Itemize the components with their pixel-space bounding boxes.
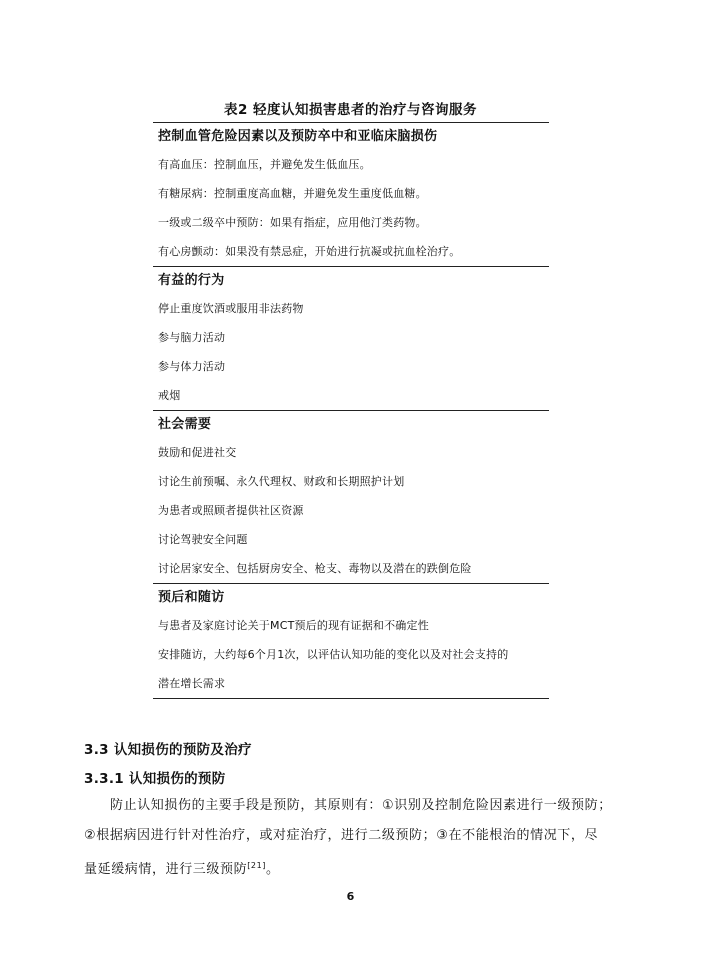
- section-heading: 3.3 认知损伤的预防及治疗: [84, 742, 252, 758]
- table-row: 停止重度饮酒或服用非法药物: [158, 302, 304, 315]
- citation-marker: [21]: [247, 861, 267, 870]
- paragraph-text: 量延缓病情，进行三级预防: [84, 862, 248, 877]
- table-row: 讨论驾驶安全问题: [158, 533, 248, 546]
- table-row: 参与脑力活动: [158, 331, 226, 344]
- table-row: 有糖尿病：控制重度高血糖，并避免发生重度低血糖。: [158, 187, 427, 200]
- page-number: 6: [346, 890, 355, 903]
- table-row: 潜在增长需求: [158, 677, 226, 690]
- table-section-heading: 有益的行为: [158, 273, 225, 288]
- table-row: 戒烟: [158, 389, 181, 402]
- table-row: 参与体力活动: [158, 360, 226, 373]
- table-row: 有高血压：控制血压，并避免发生低血压。: [158, 158, 371, 171]
- subsection-heading: 3.3.1 认知损伤的预防: [84, 771, 226, 787]
- paragraph-line: ②根据病因进行针对性治疗，或对症治疗，进行二级预防；③在不能根治的情况下，尽: [84, 828, 599, 843]
- treatment-table: [153, 122, 549, 699]
- paragraph-line: 防止认知损伤的主要手段是预防，其原则有：①识别及控制危险因素进行一级预防；: [110, 798, 612, 813]
- table-row: 安排随访，大约每6个月1次，以评估认知功能的变化以及对社会支持的: [158, 648, 509, 661]
- body-paragraph: [84, 791, 636, 885]
- paragraph-line: [84, 851, 636, 885]
- paragraph-end: 。: [266, 862, 280, 877]
- table-row: 一级或二级卒中预防：如果有指症，应用他汀类药物。: [158, 216, 427, 229]
- table-row: 与患者及家庭讨论关于MCT预后的现有证据和不确定性: [158, 619, 429, 632]
- table-section-heading: 预后和随访: [158, 590, 225, 605]
- table-title: 表2 轻度认知损害患者的治疗与咨询服务: [223, 102, 478, 118]
- table-bottom-rule: [153, 698, 549, 699]
- table-row: 有心房颤动：如果没有禁忌症，开始进行抗凝或抗血栓治疗。: [158, 245, 461, 258]
- table-row: 为患者或照顾者提供社区资源: [158, 504, 304, 517]
- table-row: 讨论居家安全、包括厨房安全、枪支、毒物以及潜在的跌倒危险: [158, 562, 472, 575]
- table-section-heading: 社会需要: [158, 417, 212, 432]
- table-row: 鼓励和促进社交: [158, 446, 237, 459]
- table-row: 讨论生前预嘱、永久代理权、财政和长期照护计划: [158, 475, 405, 488]
- table-section-heading: 控制血管危险因素以及预防卒中和亚临床脑损伤: [158, 129, 438, 144]
